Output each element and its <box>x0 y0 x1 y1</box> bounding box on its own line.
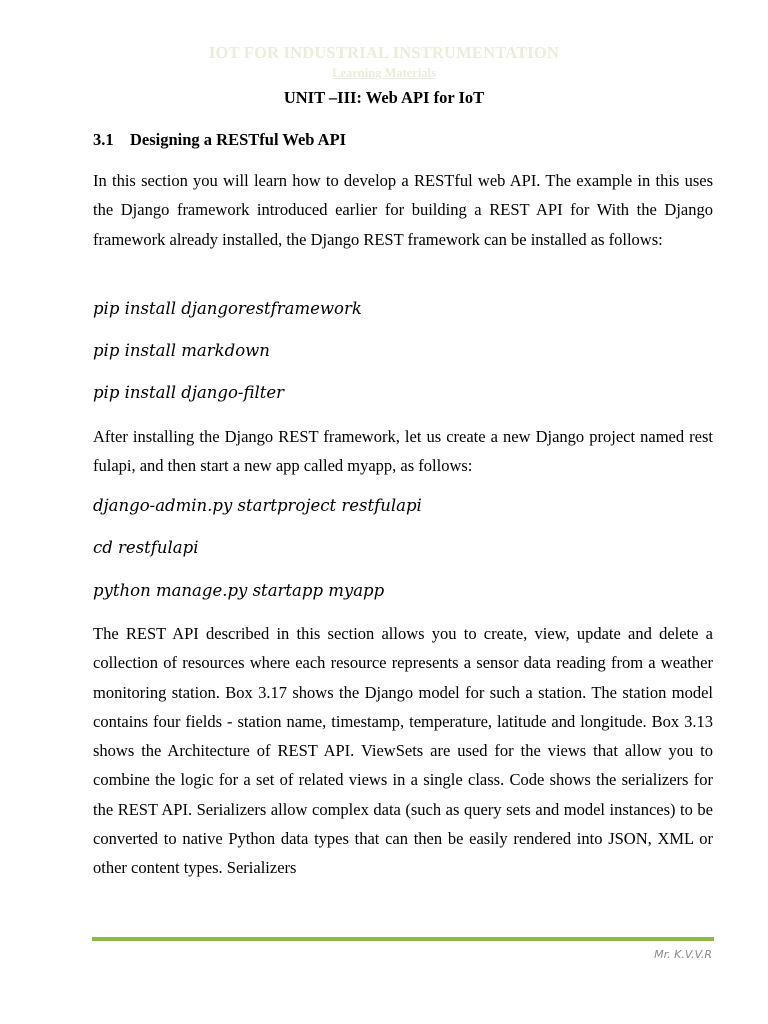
header-watermark-title: IOT FOR INDUSTRIAL INSTRUMENTATION <box>208 43 560 62</box>
code-line-install-drf: pip install djangorestframework <box>93 299 362 318</box>
paragraph-rest-api: The REST API described in this section allows you to create, view, update and delete a collection of resources where each resource represents a sensor data reading from a weather monitoring station. Box 3.17 shows the Django model for such a station. The station model contains four fields - station name, timestamp, temperature, latitude and longitude. Box 3.13 shows the Architecture of REST API. ViewSets are used for the views that allow you to combine the logic for a set of related views in a single class. Code shows the serializers for the REST API. Serializers allow complex data (such as query sets and model instances) to be converted to native Python data types that can then be easily rendered into JSON, XML or other content types. Serializers <box>93 624 713 878</box>
paragraph-after-install: After installing the Django REST framework, let us create a new Django project named rest fulapi, and then start a new app called myapp, as follows: <box>93 427 713 476</box>
footer-divider <box>92 937 714 941</box>
section-heading <box>93 130 346 150</box>
code-line-startproject: django-admin.py startproject restfulapi <box>93 496 422 515</box>
code-line-cd: cd restfulapi <box>93 538 199 557</box>
paragraph-intro: In this section you will learn how to develop a RESTful web API. The example in this uses the Django framework introduced earlier for building a REST API for With the Django framework already installed, the Django REST framework can be installed as follows: <box>93 171 713 249</box>
code-line-startapp: python manage.py startapp myapp <box>93 581 385 600</box>
footer-author: Mr. K.V.V.R <box>654 948 712 961</box>
code-line-install-markdown: pip install markdown <box>93 341 270 360</box>
section-number: 3.1 <box>93 130 114 149</box>
header-watermark-subtitle: Learning Materials <box>332 66 436 80</box>
code-line-install-filter: pip install django-filter <box>93 383 285 402</box>
section-title: Designing a RESTful Web API <box>130 130 347 149</box>
unit-title: UNIT –III: Web API for IoT <box>283 88 485 107</box>
